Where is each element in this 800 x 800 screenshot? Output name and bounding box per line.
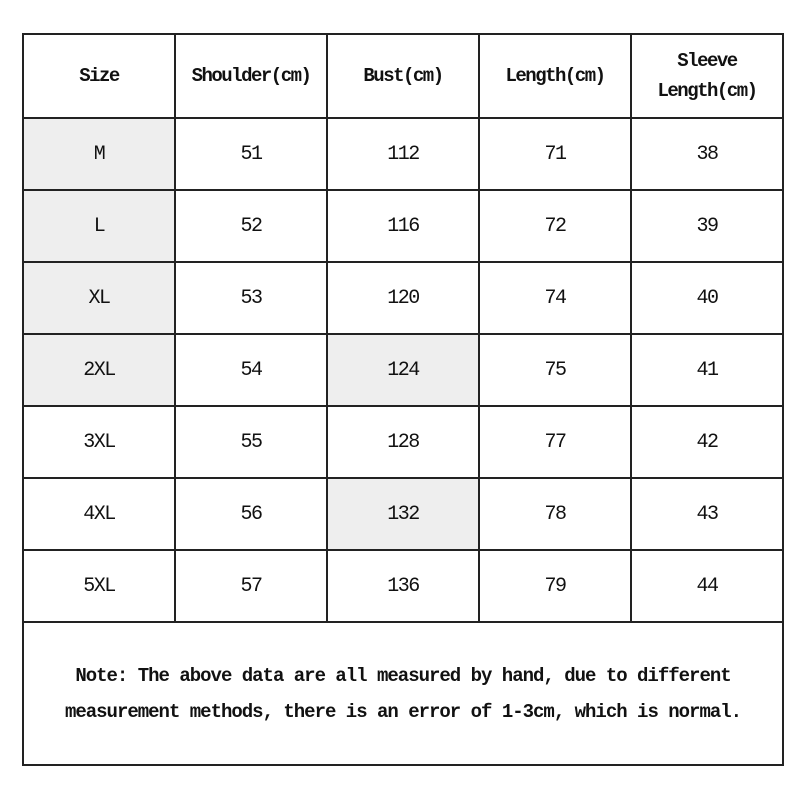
cell-bust: 136 bbox=[327, 550, 479, 622]
header-sleeve-line1: Sleeve bbox=[677, 50, 737, 72]
cell-shoulder: 52 bbox=[175, 190, 327, 262]
cell-bust: 112 bbox=[327, 118, 479, 190]
cell-size: XL bbox=[23, 262, 175, 334]
cell-sleeve: 39 bbox=[631, 190, 783, 262]
cell-bust: 128 bbox=[327, 406, 479, 478]
cell-shoulder: 53 bbox=[175, 262, 327, 334]
table-row bbox=[23, 478, 783, 550]
cell-bust: 124 bbox=[327, 334, 479, 406]
cell-size: 3XL bbox=[23, 406, 175, 478]
cell-length: 78 bbox=[479, 478, 631, 550]
cell-sleeve: 40 bbox=[631, 262, 783, 334]
cell-sleeve: 38 bbox=[631, 118, 783, 190]
cell-size: 4XL bbox=[23, 478, 175, 550]
cell-shoulder: 56 bbox=[175, 478, 327, 550]
table-row bbox=[23, 550, 783, 622]
cell-sleeve: 42 bbox=[631, 406, 783, 478]
cell-length: 79 bbox=[479, 550, 631, 622]
cell-length: 71 bbox=[479, 118, 631, 190]
cell-bust: 116 bbox=[327, 190, 479, 262]
note bbox=[23, 622, 783, 765]
cell-size: 5XL bbox=[23, 550, 175, 622]
header-size: Size bbox=[23, 34, 175, 118]
cell-size: 2XL bbox=[23, 334, 175, 406]
cell-size: L bbox=[23, 190, 175, 262]
header-sleeve-length bbox=[631, 34, 783, 118]
note-line2: measurement methods, there is an error of 1-3cm, which is normal. bbox=[64, 700, 742, 723]
note-row bbox=[23, 622, 783, 765]
header-row bbox=[23, 34, 783, 118]
cell-length: 74 bbox=[479, 262, 631, 334]
cell-shoulder: 54 bbox=[175, 334, 327, 406]
cell-size: M bbox=[23, 118, 175, 190]
header-bust: Bust(cm) bbox=[327, 34, 479, 118]
cell-sleeve: 43 bbox=[631, 478, 783, 550]
header-shoulder: Shoulder(cm) bbox=[175, 34, 327, 118]
cell-length: 75 bbox=[479, 334, 631, 406]
cell-bust: 120 bbox=[327, 262, 479, 334]
table-row bbox=[23, 406, 783, 478]
cell-length: 77 bbox=[479, 406, 631, 478]
table-row bbox=[23, 334, 783, 406]
note-line1: Note: The above data are all measured by hand, due to different bbox=[75, 664, 731, 687]
table-row bbox=[23, 118, 783, 190]
table-row bbox=[23, 262, 783, 334]
size-chart-table bbox=[22, 33, 784, 766]
header-length: Length(cm) bbox=[479, 34, 631, 118]
cell-length: 72 bbox=[479, 190, 631, 262]
cell-shoulder: 55 bbox=[175, 406, 327, 478]
cell-shoulder: 57 bbox=[175, 550, 327, 622]
cell-sleeve: 44 bbox=[631, 550, 783, 622]
cell-sleeve: 41 bbox=[631, 334, 783, 406]
header-sleeve-line2: Length(cm) bbox=[657, 80, 757, 102]
cell-bust: 132 bbox=[327, 478, 479, 550]
cell-shoulder: 51 bbox=[175, 118, 327, 190]
table-row bbox=[23, 190, 783, 262]
